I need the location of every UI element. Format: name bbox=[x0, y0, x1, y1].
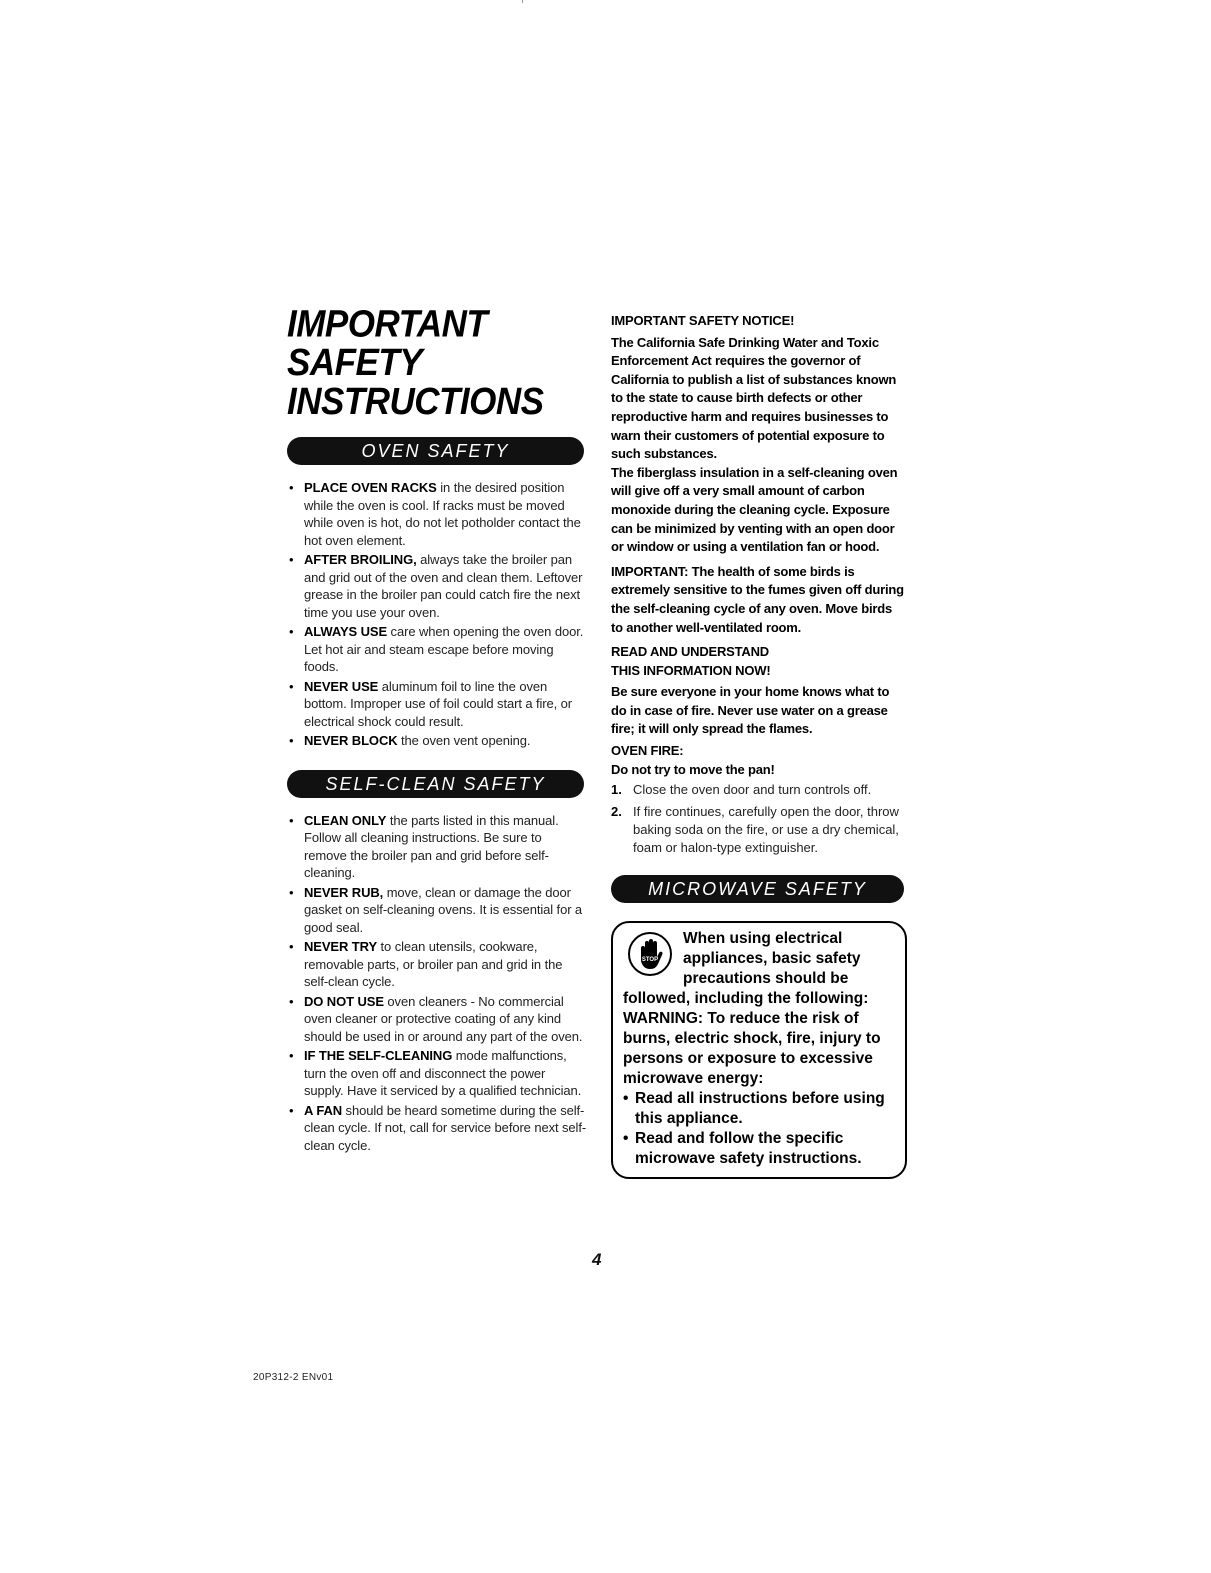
oven-safety-list bbox=[287, 479, 587, 750]
list-item: • A FAN should be heard sometime during the self-clean cycle. If not, call for service before next self-clean cycle. bbox=[287, 1102, 587, 1155]
stop-hand-icon bbox=[627, 931, 673, 977]
notice-heading: IMPORTANT SAFETY NOTICE! bbox=[611, 313, 795, 328]
page-number: 4 bbox=[592, 1250, 602, 1269]
page-title: IMPORTANT SAFETY INSTRUCTIONS bbox=[287, 302, 544, 423]
oven-fire-label: OVEN FIRE: bbox=[611, 743, 684, 759]
list-item: • IF THE SELF-CLEANING mode malfunctions, turn the oven off and disconnect the power supply. Have it serviced by a qualified technician. bbox=[287, 1047, 587, 1100]
list-item: • Read and follow the specific microwave safety instructions. bbox=[623, 1129, 895, 1169]
left-column bbox=[287, 302, 587, 1156]
svg-text:STOP: STOP bbox=[641, 957, 659, 964]
self-clean-safety-list bbox=[287, 812, 587, 1155]
list-item: 2. If fire continues, carefully open the door, throw baking soda on the fire, or use a dry chemical, foam or halon-type extinguisher. bbox=[611, 804, 899, 856]
microwave-safety-banner: MICROWAVE SAFETY bbox=[611, 875, 904, 903]
microwave-instructions-list bbox=[623, 1089, 895, 1169]
self-clean-safety-banner: SELF-CLEAN SAFETY bbox=[287, 770, 584, 798]
fire-steps bbox=[611, 781, 907, 857]
read-paragraph: Be sure everyone in your home knows what to do in case of fire. Never use water on a grease fire; it will only spread the flames. bbox=[611, 684, 890, 737]
notice-paragraph: The California Safe Drinking Water and Toxic Enforcement Act requires the governor of California to publish a list of substances known to the state to cause birth defects or other reproductive harm and requires businesses to warn their customers of potential exposure to such substances. bbox=[611, 334, 897, 462]
read-heading: READ AND UNDERSTAND THIS INFORMATION NOW! bbox=[611, 644, 771, 678]
list-item: • NEVER TRY to clean utensils, cookware, removable parts, or broiler pan and grid in the self-clean cycle. bbox=[287, 938, 587, 991]
notice-paragraph: The fiberglass insulation in a self-cleaning oven will give off a very small amount of carbon monoxide during the cleaning cycle. Exposure can be minimized by venting with an open door or window or using a ventilation fan or hood. bbox=[611, 464, 898, 555]
oven-safety-banner: OVEN SAFETY bbox=[287, 437, 584, 465]
scan-mark bbox=[522, 0, 523, 3]
list-item: • PLACE OVEN RACKS in the desired position while the oven is cool. If racks must be moved while oven is hot, do not let potholder contact the hot oven element. bbox=[287, 479, 587, 549]
right-column bbox=[611, 312, 907, 1179]
list-item: • NEVER BLOCK the oven vent opening. bbox=[287, 732, 587, 750]
list-item: • NEVER RUB, move, clean or damage the door gasket on self-cleaning ovens. It is essential for a good seal. bbox=[287, 884, 587, 937]
list-item: • NEVER USE aluminum foil to line the oven bottom. Improper use of foil could start a fire, or electrical shock could result. bbox=[287, 678, 587, 731]
list-item: • AFTER BROILING, always take the broiler pan and grid out of the oven and clean them. Leftover grease in the broiler pan could catch fire the next time you use your oven. bbox=[287, 551, 587, 621]
list-item: • CLEAN ONLY the parts listed in this manual. Follow all cleaning instructions. Be sure to remove the broiler pan and grid before self-cleaning. bbox=[287, 812, 587, 882]
important-paragraph: IMPORTANT: The health of some birds is extremely sensitive to the fumes given off during the self-cleaning cycle of any oven. Move birds to another well-ventilated room. bbox=[611, 563, 904, 635]
list-item: • ALWAYS USE care when opening the oven door. Let hot air and steam escape before moving foods. bbox=[287, 623, 587, 676]
oven-fire-text: Do not try to move the pan! bbox=[611, 761, 775, 777]
microwave-warning-box: STOP When using electrical appliances, basic safety precautions should be followed, including the following: WARNING: To reduce the risk of burns, electric shock, fire, injury to persons or exposure to excessive microwave energy: • Read all instructions before using this appliance. • Read and follow the specific microwave safety instructions. bbox=[611, 921, 907, 1179]
list-item: • Read all instructions before using this appliance. bbox=[623, 1089, 895, 1129]
list-item: 1. Close the oven door and turn controls off. bbox=[611, 782, 872, 798]
safety-notice bbox=[611, 312, 907, 779]
list-item: • DO NOT USE oven cleaners - No commercial oven cleaner or protective coating of any kind should be used in or around any part of the oven. bbox=[287, 993, 587, 1046]
document-code: 20P312-2 ENv01 bbox=[253, 1372, 334, 1383]
